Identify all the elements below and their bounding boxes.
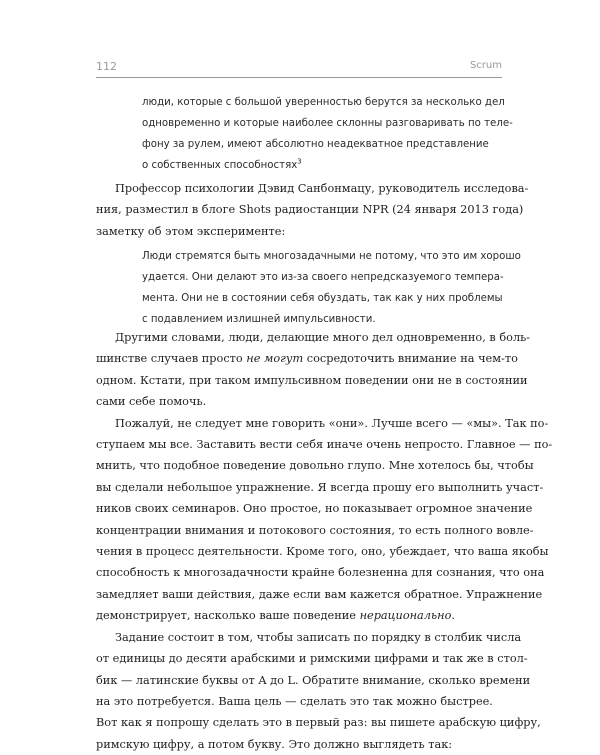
text-line: замедляет ваши действия, даже если вам кажется обратное. Упражнение bbox=[96, 587, 543, 601]
footnote-marker: 3 bbox=[297, 157, 302, 166]
block-quote-1 bbox=[142, 92, 513, 176]
text-line bbox=[96, 348, 518, 369]
text-line: концентрации внимания и потокового состояния, то есть полного вовле- bbox=[96, 523, 534, 537]
text-line: вы сделали небольшое упражнение. Я всегда прошу его выполнить участ- bbox=[96, 480, 544, 494]
text-line: ступаем мы все. Заставить вести себя иначе очень непросто. Главное — по- bbox=[96, 438, 553, 452]
emphasis: нерационально bbox=[359, 609, 452, 623]
text-line: заметку об этом эксперименте: bbox=[96, 224, 286, 238]
emphasis: не могут bbox=[246, 352, 304, 366]
quote-line: мента. Они не в состоянии себя обуздать, так как у них проблемы bbox=[142, 293, 503, 304]
text-line: бик — латинские буквы от A до L. Обратите внимание, сколько времени bbox=[96, 673, 531, 687]
running-head: Scrum bbox=[469, 60, 502, 71]
text-line: одном. Кстати, при таком импульсивном поведении они не в состоянии bbox=[96, 373, 528, 387]
text-line: Пожалуй, не следует мне говорить «они». Лучше всего — «мы». Так по- bbox=[115, 416, 549, 430]
text-span: сосредоточить внимание на чем-то bbox=[303, 352, 518, 366]
block-quote-2 bbox=[142, 246, 521, 330]
text-line: чения в процесс деятельности. Кроме того, оно, убеждает, что ваша якобы bbox=[96, 545, 549, 559]
text-line: Вот как я попрошу сделать это в первый раз: вы пишете арабскую цифру, bbox=[96, 716, 541, 730]
quote-line: Люди стремятся быть многозадачными не потому, что это им хорошо bbox=[142, 251, 521, 262]
text-span: . bbox=[451, 609, 455, 623]
quote-line bbox=[142, 155, 504, 176]
page-header bbox=[0, 0, 600, 80]
quote-line: фону за рулем, имеют абсолютно неадекватное представление bbox=[142, 139, 489, 150]
quote-text: о собственных способностях bbox=[142, 160, 298, 171]
text-line: римскую цифру, а потом букву. Это должно выглядеть так: bbox=[96, 737, 453, 751]
quote-line: люди, которые с большой уверенностью берутся за несколько дел bbox=[142, 97, 505, 108]
text-line: Профессор психологии Дэвид Санбонмацу, руководитель исследова- bbox=[115, 182, 529, 195]
paragraph-1 bbox=[96, 178, 529, 242]
text-line: мнить, что подобное поведение довольно глупо. Мне хотелось бы, чтобы bbox=[96, 459, 534, 473]
text-line: ния, разместил в блоге Shots радиостанции NPR (24 января 2013 года) bbox=[96, 203, 524, 217]
page-number: 112 bbox=[96, 60, 117, 73]
main-text bbox=[96, 327, 553, 755]
text-line: способность к многозадачности крайне болезненна для сознания, что она bbox=[96, 566, 545, 580]
text-line bbox=[96, 605, 506, 626]
text-line: на это потребуется. Ваша цель — сделать это так можно быстрее. bbox=[96, 694, 493, 708]
header-rule bbox=[96, 77, 502, 78]
quote-line: одновременно и которые наиболее склонны разговаривать по теле- bbox=[142, 118, 513, 129]
text-line: ников своих семинаров. Оно простое, но показывает огромное значение bbox=[96, 502, 533, 516]
text-line: сами себе помочь. bbox=[96, 395, 207, 409]
quote-line: удается. Они делают это из-за своего непредсказуемого темпера- bbox=[142, 272, 504, 283]
quote-line: с подавлением излишней импульсивности. bbox=[142, 314, 376, 325]
text-line: Другими словами, люди, делающие много дел одновременно, в боль- bbox=[115, 331, 531, 344]
text-span: демонстрирует, насколько ваше поведение bbox=[96, 609, 360, 623]
text-line: Задание состоит в том, чтобы записать по порядку в столбик числа bbox=[115, 630, 522, 644]
text-span: шинстве случаев просто bbox=[96, 352, 247, 366]
text-line: от единицы до десяти арабскими и римскими цифрами и так же в стол- bbox=[96, 652, 528, 666]
